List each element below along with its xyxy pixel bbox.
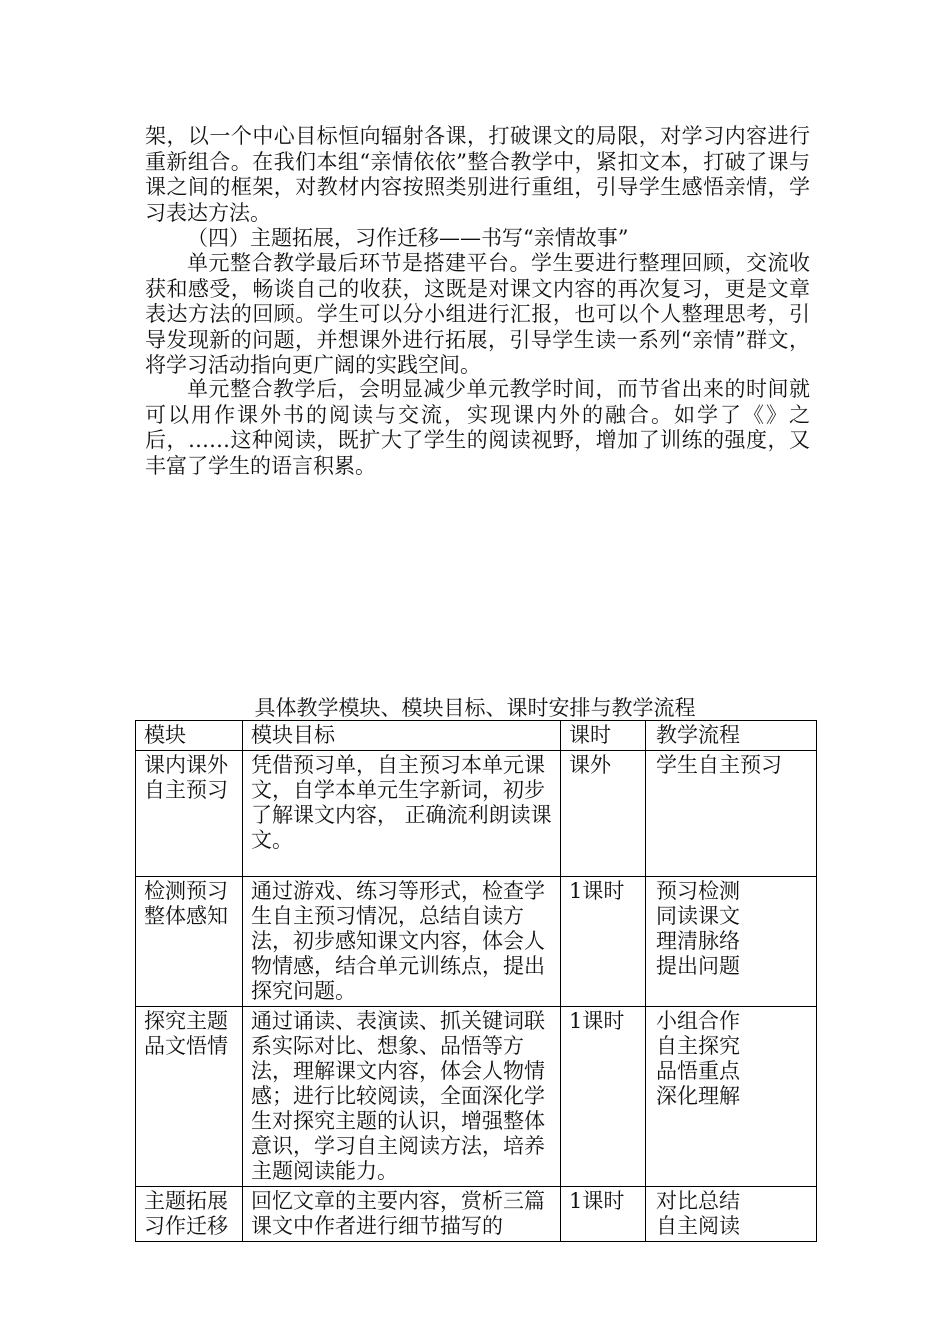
cell-module: 检测预习整体感知 [136, 877, 243, 1007]
cell-hours: 1课时 [561, 1007, 646, 1187]
cell-hours: 课外 [561, 751, 646, 877]
header-module: 模块 [136, 721, 243, 751]
cell-flow [646, 877, 817, 1007]
cell-goal: 回忆文章的主要内容，赏析三篇课文中作者进行细节描写的 [243, 1187, 561, 1242]
paragraph-reading: 单元整合教学后，会明显减少单元教学时间，而节省出来的时间就可以用作课外书的阅读与交流，实现课内外的融合。如学了《》之后，……这种阅读，既扩大了学生的阅读视野，增加了训练的强度，又丰富了学生的语言积累。 [145, 377, 810, 478]
header-goal: 模块目标 [243, 721, 561, 751]
table-caption: 具体教学模块、模块目标、课时安排与教学流程 [254, 696, 696, 720]
flow-step: 理清脉络 [656, 929, 740, 953]
header-hours: 课时 [561, 721, 646, 751]
table-row [136, 1187, 817, 1242]
cell-goal: 凭借预习单，自主预习本单元课文，自学本单元生字新词，初步了解课文内容， 正确流利朗读课文。 [243, 751, 561, 877]
cell-module: 课内课外自主预习 [136, 751, 243, 877]
table-header-row [136, 721, 817, 751]
cell-goal: 通过诵读、表演读、抓关键词联系实际对比、想象、品悟等方法，理解课文内容，体会人物情感；进行比较阅读，全面深化学生对探究主题的认识，增强整体意识，学习自主阅读方法，培养主题阅读能力。 [243, 1007, 561, 1187]
cell-goal: 通过游戏、练习等形式，检查学生自主预习情况，总结自读方法，初步感知课文内容，体会人物情感，结合单元训练点，提出探究问题。 [243, 877, 561, 1007]
table-row [136, 877, 817, 1007]
table-row [136, 751, 817, 877]
paragraph-continuation: 架，以一个中心目标恒向辐射各课，打破课文的局限，对学习内容进行重新组合。在我们本组“亲情依依”整合教学中，紧扣文本，打破了课与课之间的框架，对教材内容按照类别进行重组，引导学生感悟亲情，学习表达方法。 [145, 124, 810, 225]
flow-step: 自主阅读 [656, 1214, 740, 1238]
cell-flow [646, 751, 817, 877]
flow-step: 深化理解 [656, 1084, 740, 1108]
flow-step: 同读课文 [656, 904, 740, 928]
cell-module: 主题拓展习作迁移 [136, 1187, 243, 1242]
cell-hours: 1课时 [561, 1187, 646, 1242]
table-row [136, 1007, 817, 1187]
flow-step: 学生自主预习 [656, 753, 782, 777]
flow-step: 提出问题 [656, 954, 740, 978]
flow-step: 品悟重点 [656, 1059, 740, 1083]
cell-module: 探究主题品文悟情 [136, 1007, 243, 1187]
flow-step: 小组合作 [656, 1009, 740, 1033]
flow-step: 预习检测 [656, 879, 740, 903]
flow-step: 自主探究 [656, 1034, 740, 1058]
cell-hours: 1课时 [561, 877, 646, 1007]
header-flow: 教学流程 [646, 721, 817, 751]
paragraph-summary: 单元整合教学最后环节是搭建平台。学生要进行整理回顾，交流收获和感受，畅谈自己的收获，这既是对课文内容的再次复习，更是文章表达方法的回顾。学生可以分小组进行汇报，也可以个人整理思考，引导发现新的问题，并想课外进行拓展，引导学生读一系列“亲情”群文，将学习活动指向更广阔的实践空间。 [145, 251, 810, 378]
cell-flow [646, 1007, 817, 1187]
section-heading: （四）主题拓展，习作迁移——书写“亲情故事” [187, 226, 629, 250]
cell-flow [646, 1187, 817, 1242]
teaching-module-table [135, 720, 817, 1242]
flow-step: 对比总结 [656, 1189, 740, 1213]
